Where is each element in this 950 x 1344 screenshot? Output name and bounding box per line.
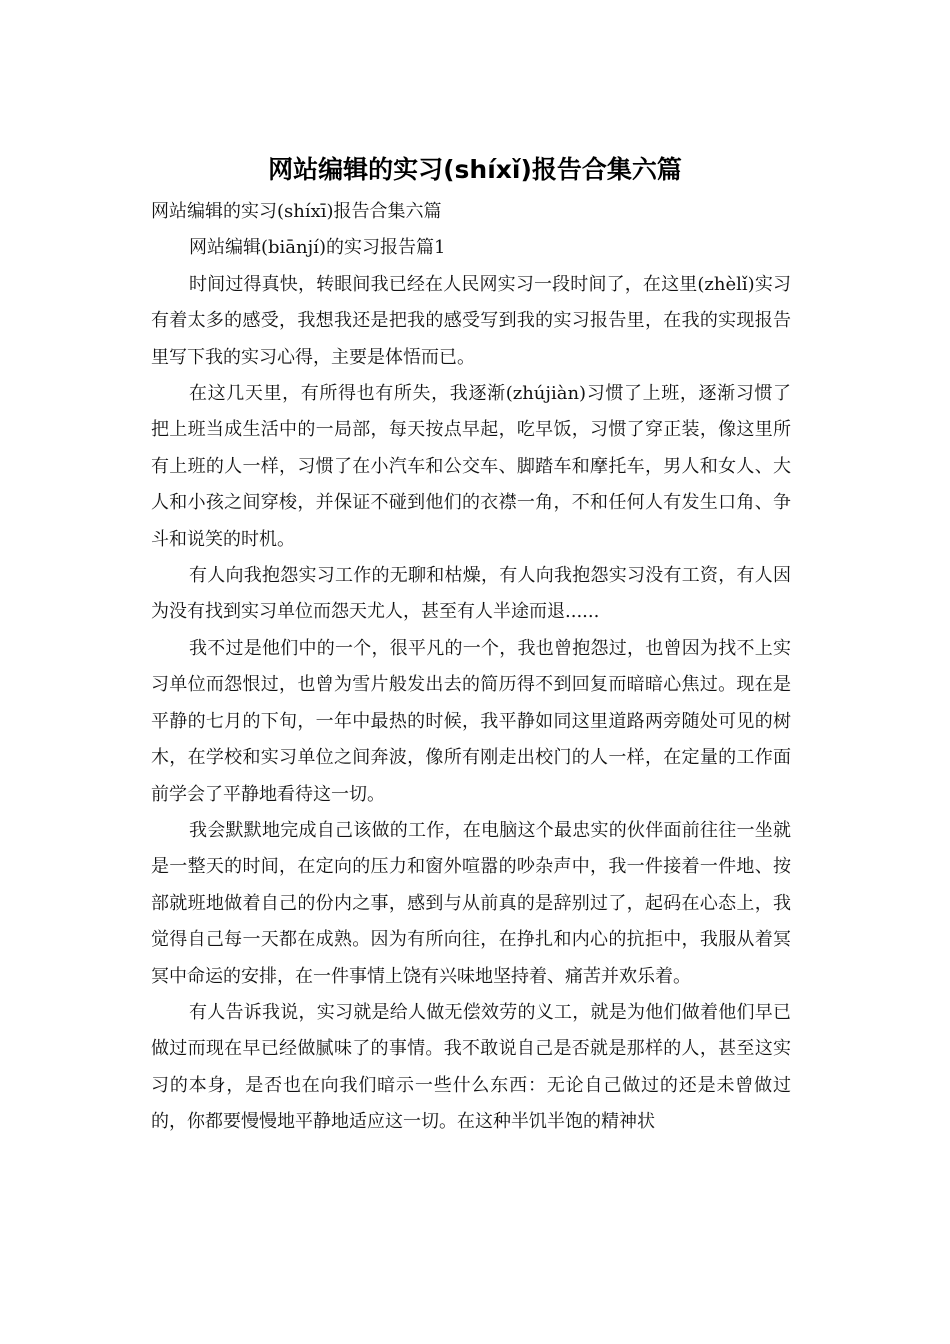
paragraph: 在这几天里，有所得也有所失，我逐渐(zhújiàn)习惯了上班，逐渐习惯了把上班当成生活中的一局部，每天按点早起，吃早饭，习惯了穿正装，像这里所有上班的人一样，习惯了在小汽车和公交车、脚踏车和摩托车，男人和女人、大人和小孩之间穿梭，并保证不碰到他们的衣襟一角，不和任何人有发生口角、争斗和说笑的时机。 [151,383,791,550]
document-title: 网站编辑的实习(shíxǐ)报告合集六篇 [268,155,682,184]
section-heading: 网站编辑(biānjí)的实习报告篇1 [189,237,446,259]
document-subtitle: 网站编辑的实习(shíxī)报告合集六篇 [151,201,442,222]
paragraph: 时间过得真快，转眼间我已经在人民网实习一段时间了，在这里(zhèlǐ)实习有着太多的感受，我想我还是把我的感受写到我的实习报告里，在我的实现报告里写下我的实习心得，主要是体悟而已。 [151,273,791,368]
document-body [151,194,791,1141]
paragraph: 我会默默地完成自己该做的工作，在电脑这个最忠实的伙伴面前往往一坐就是一整天的时间，在定向的压力和窗外喧嚣的吵杂声中，我一件接着一件地、按部就班地做着自己的份内之事，感到与从前真的是辞别过了，起码在心态上，我觉得自己每一天都在成熟。因为有所向往，在挣扎和内心的抗拒中，我服从着冥冥中命运的安排，在一件事情上饶有兴味地坚持着、痛苦并欢乐着。 [151,819,791,987]
paragraph: 有人告诉我说，实习就是给人做无偿效劳的义工，就是为他们做着他们早已做过而现在早已经做腻味了的事情。我不敢说自己是否就是那样的人，甚至这实习的本身，是否也在向我们暗示一些什么东西：无论自己做过的还是未曾做过的，你都要慢慢地平静地适应这一切。在这种半饥半饱的精神状 [151,1001,791,1133]
paragraph: 有人向我抱怨实习工作的无聊和枯燥，有人向我抱怨实习没有工资，有人因为没有找到实习单位而怨天尤人，甚至有人半途而退...... [151,565,791,623]
paragraph: 我不过是他们中的一个，很平凡的一个，我也曾抱怨过，也曾因为找不上实习单位而怨恨过，也曾为雪片般发出去的简历得不到回复而暗暗心焦过。现在是平静的七月的下旬，一年中最热的时候，我平静如同这里道路两旁随处可见的树木，在学校和实习单位之间奔波，像所有刚走出校门的人一样，在定量的工作面前学会了平静地看待这一切。 [151,637,791,805]
